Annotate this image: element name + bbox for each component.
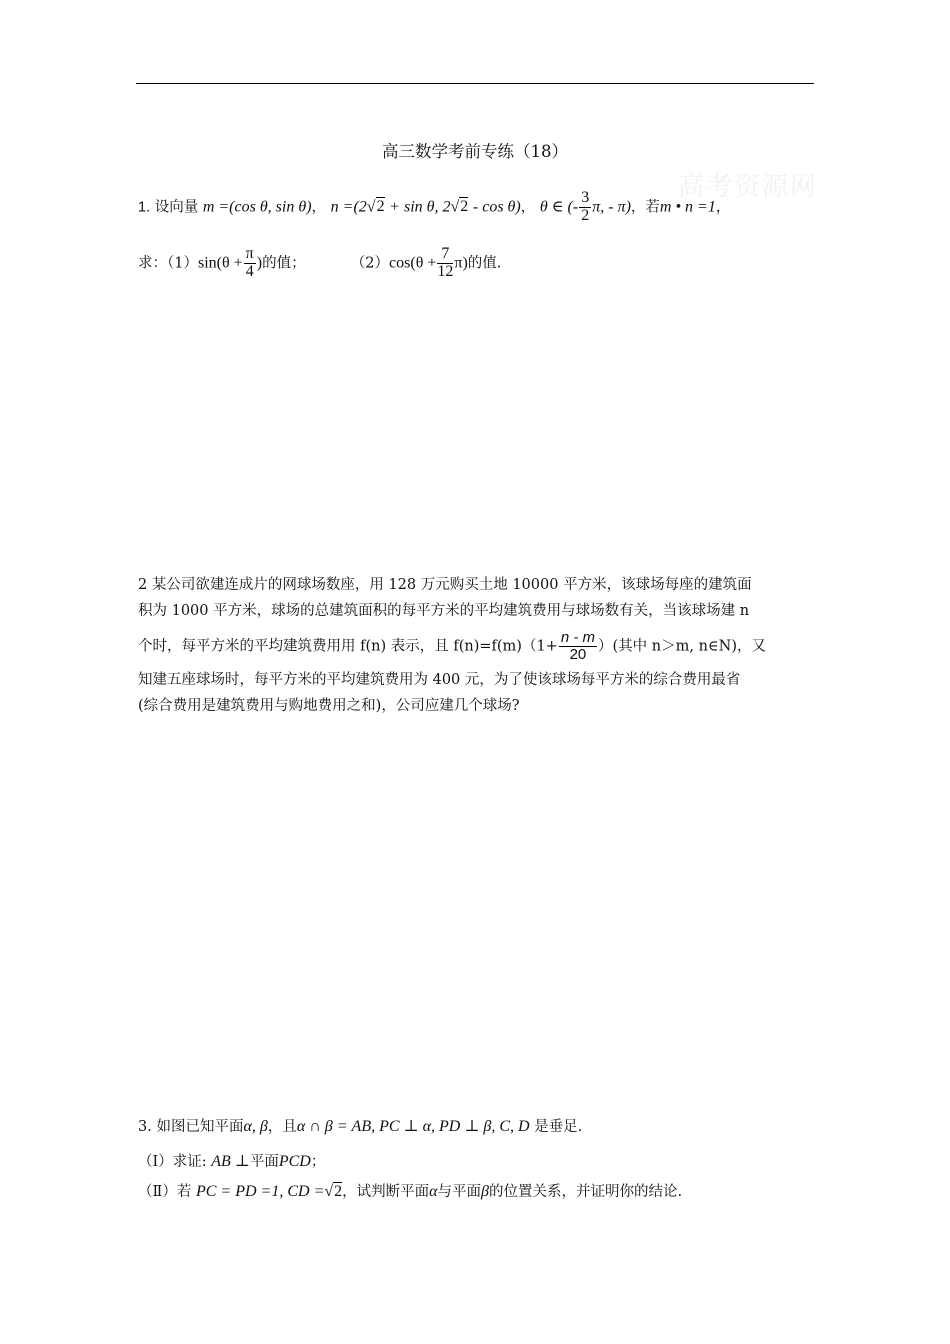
q1-sqrt-a: 2 bbox=[376, 198, 385, 216]
q3-part2-label: （Ⅱ）若 bbox=[138, 1184, 192, 1200]
q3-line3: （Ⅱ）若 PC = PD =1, CD =√2，试判断平面α与平面β的位置关系，并证明你的结论. bbox=[138, 1183, 683, 1200]
q3-line1-math2: α ∩ β = AB, PC ⊥ α, PD ⊥ β, C, D bbox=[296, 1118, 530, 1135]
q3-line2-math2: PCD bbox=[278, 1153, 311, 1170]
q2-line3-b: ）(其中 n＞m, n∈N)，又 bbox=[598, 638, 766, 655]
q2-line5: (综合费用是建筑费用与购地费用之和)，公司应建几个球场? bbox=[138, 697, 520, 714]
q1-theta-range-a: θ ∈ (- bbox=[539, 198, 579, 216]
q2-block bbox=[138, 572, 818, 719]
q3-line3-beta: β bbox=[481, 1183, 490, 1200]
q1-part1-expr-a: sin(θ + bbox=[197, 254, 243, 272]
q3-line1-c: 是垂足. bbox=[534, 1119, 583, 1135]
q2-line1: 2 某公司欲建连成片的网球场数座，用 128 万元购买土地 10000 平方米，该球场每座的建筑面 bbox=[138, 577, 752, 593]
q1-part2-label: （2） bbox=[350, 255, 390, 272]
q2-line4: 知建五座球场时，每平方米的平均建筑费用为 400 元，为了使该球场每平方米的综合费用最省 bbox=[138, 671, 741, 688]
q1-intro: 设向量 bbox=[154, 199, 199, 216]
q2-line3 bbox=[138, 630, 818, 663]
q3-part1-label: （Ⅰ）求证: bbox=[138, 1154, 207, 1170]
page-title: 高三数学考前专练（18） bbox=[382, 142, 568, 161]
q3-line1-math1: α, β bbox=[243, 1118, 268, 1135]
q1-part1-suffix: 的值； bbox=[262, 255, 306, 272]
q3-line3-c: 与平面 bbox=[437, 1184, 482, 1200]
q1-part1-expr-b: ) bbox=[256, 254, 263, 272]
q2-line3-a: 个时，每平方米的平均建筑费用用 f(n) 表示，且 f(n)=f(m)（1+ bbox=[138, 638, 558, 655]
q1-n-vector-c: - cos θ) bbox=[472, 198, 521, 216]
q1-m-vector: m =(cos θ, sin θ) bbox=[202, 198, 312, 216]
watermark: 高考资源网 bbox=[678, 172, 819, 202]
q1-n-vector-b: + sin θ, 2 bbox=[389, 198, 451, 216]
q1-theta-fraction: $\frac{3}{2}$ bbox=[581, 189, 590, 224]
q1-number: 1. bbox=[138, 199, 151, 216]
q3-line1-b: ，且 bbox=[267, 1119, 297, 1135]
q1-part2-expr-b: π) bbox=[454, 254, 468, 272]
q2-line2: 积为 1000 平方米，球场的总建筑面积的每平方米的平均建筑费用与球场数有关，当该球场建 n bbox=[138, 603, 750, 619]
q3-line3-sqrt: 2 bbox=[334, 1183, 343, 1200]
q2-fraction: $\frac{n - m}{20}$ bbox=[560, 629, 595, 663]
q3-line1-a: 3. 如图已知平面 bbox=[138, 1119, 244, 1135]
q3-line2 bbox=[138, 1150, 325, 1171]
q1-part2-expr-a: cos(θ + bbox=[389, 254, 437, 272]
q1-n-vector-a: n =(2 bbox=[330, 198, 367, 216]
q1-part2-suffix: 的值. bbox=[467, 255, 502, 272]
q3-line2-math: AB ⊥ bbox=[211, 1153, 250, 1170]
q1-line1: 1. 设向量 m =(cos θ, sin θ)， n =(2√2 + sin θ, 2√2 - cos θ)， θ ∈ (- $\frac{3}{2}$ π, - π)，若m • n =1， bbox=[138, 189, 731, 224]
q1-part2-fraction: $\frac{7}{12}$ bbox=[437, 245, 454, 280]
q1-sqrt-b: 2 bbox=[460, 198, 469, 216]
q1-theta-range-b: π, - π) bbox=[592, 198, 631, 216]
q1-condition-prefix: ，若 bbox=[630, 199, 660, 216]
q1-condition: m • n =1 bbox=[659, 198, 716, 216]
q3-line2-c: ； bbox=[310, 1154, 326, 1170]
q3-line3-d: 的位置关系，并证明你的结论. bbox=[489, 1184, 683, 1200]
q3-line1 bbox=[138, 1115, 582, 1136]
q3-line2-b: 平面 bbox=[249, 1154, 279, 1170]
q1-line2 bbox=[138, 246, 501, 281]
q1-part1-fraction: $\frac{\pi}{4}$ bbox=[245, 245, 254, 280]
q1-ask: 求： bbox=[138, 255, 167, 272]
q3-line3-b: ，试判断平面 bbox=[342, 1184, 430, 1200]
q3-line3-math: PC = PD =1, CD = bbox=[195, 1183, 325, 1200]
q1-part1-label: （1） bbox=[167, 255, 198, 272]
header-rule bbox=[136, 83, 814, 84]
q3-line3-alpha: α bbox=[429, 1183, 438, 1200]
